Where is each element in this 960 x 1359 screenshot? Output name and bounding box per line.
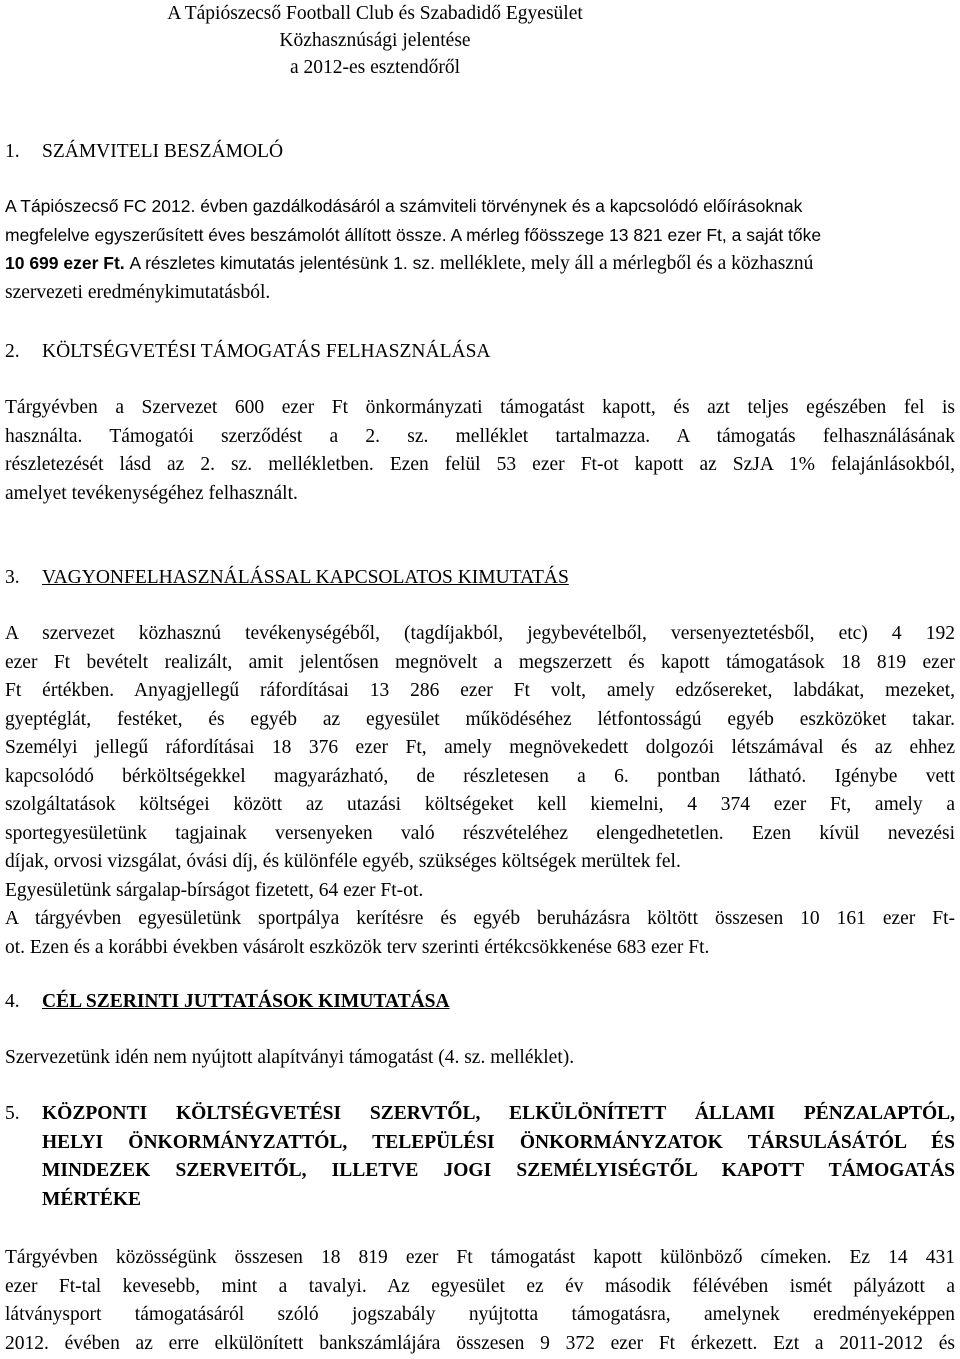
s3-line-11: A tárgyévben egyesületünk sportpálya kerítésre és egyéb beruházásra költött összesen 10 161 ezer Ft- bbox=[5, 908, 955, 929]
s3-line-1: A szervezet közhasznú tevékenységéből, (tagdíjakból, jegybevételből, versenyeztetésből, etc) 4 192 bbox=[5, 623, 955, 644]
s5-heading-line-3: MINDEZEK SZERVEITŐL, ILLETVE JOGI SZEMÉLYISÉGTŐL KAPOTT TÁMOGATÁS bbox=[42, 1160, 955, 1181]
s3-line-10: Egyesületünk sárgalap-bírságot fizetett, 64 ezer Ft-ot. bbox=[5, 879, 424, 901]
section-3-heading bbox=[5, 564, 955, 593]
s1-report-ref: A részletes kimutatás jelentésünk 1. sz. bbox=[129, 253, 435, 273]
document-title bbox=[0, 0, 750, 81]
s3-line-2: ezer Ft bevételt realizált, amit jelentősen megnövelt a megszerzett és kapott támogatások 18 819 ezer bbox=[5, 651, 955, 673]
s3-line-4: gyeptéglát, festéket, és egyéb az egyesület működéséhez létfontosságú egyéb eszközöket takar. bbox=[5, 708, 955, 730]
s1-equity-value: 10 699 ezer Ft. bbox=[5, 253, 125, 273]
s3-line-7: szolgáltatások költségei között az utazási költségeket kell kiemelni, 4 374 ezer Ft, amely a bbox=[5, 794, 955, 815]
section-5-heading bbox=[5, 1100, 955, 1214]
s2-line-2: használta. Támogatói szerződést a 2. sz. melléklet tartalmazza. A támogatás felhasználásának bbox=[5, 425, 955, 447]
s1-line-2: megfelelve egyszerűsített éves beszámolót állított össze. A mérleg főösszege 13 821 ezer Ft, a saját tőke bbox=[5, 224, 822, 245]
s2-line-3: részletezését lásd az 2. sz. mellékletben. Ezen felül 53 ezer Ft-ot kapott az SzJA 1% felajánlásokból, bbox=[5, 454, 955, 475]
section-5-number: 5. bbox=[5, 1103, 20, 1124]
s3-line-8: sportegyesületünk tagjainak versenyeken való részvételéhez elengedhetetlen. Ezen kívül nevezési bbox=[5, 822, 955, 844]
section-1-title: SZÁMVITELI BESZÁMOLÓ bbox=[42, 141, 284, 162]
section-4-number: 4. bbox=[5, 991, 20, 1012]
title-line-2: Közhasznúsági jelentése bbox=[279, 30, 471, 51]
s5-heading-line-4: MÉRTÉKE bbox=[42, 1188, 141, 1210]
section-4-title: CÉL SZERINTI JUTTATÁSOK KIMUTATÁSA bbox=[42, 991, 450, 1012]
section-1-heading bbox=[5, 138, 955, 167]
section-5-title bbox=[5, 1100, 955, 1214]
section-2-number: 2. bbox=[5, 341, 20, 362]
s3-line-6: kapcsolódó bérköltségekkel magyarázható, de részletesen a 6. pontban látható. Igénybe vett bbox=[5, 765, 955, 787]
section-3-paragraph bbox=[5, 620, 955, 962]
title-line-1: A Tápiószecső Football Club és Szabadidő Egyesület bbox=[167, 3, 583, 24]
section-2-paragraph bbox=[5, 394, 955, 508]
s4-line-1: Szervezetünk idén nem nyújtott alapítványi támogatást (4. sz. melléklet). bbox=[5, 1047, 575, 1068]
s2-line-1: Tárgyévben a Szervezet 600 ezer Ft önkormányzati támogatást kapott, és azt teljes egészében fel is bbox=[5, 397, 955, 418]
section-1-number: 1. bbox=[5, 141, 20, 162]
s1-annex-desc: melléklete, mely áll a mérlegből és a közhasznú bbox=[439, 253, 814, 274]
s3-line-5: Személyi jellegű ráfordításai 18 376 ezer Ft, amely megnövekedett dolgozói létszámával és az ehhez bbox=[5, 737, 955, 758]
s5-line-2: ezer Ft-tal kevesebb, mint a tavalyi. Az egyesület ez év második félévében ismét pályázott a bbox=[5, 1275, 955, 1297]
s1-line-1: A Tápiószecső FC 2012. évben gazdálkodásáról a számviteli törvénynek és a kapcsolódó előírásoknak bbox=[5, 196, 803, 216]
s5-line-3: látványsport támogatásáról szóló jogszabály nyújtotta támogatásra, amelynek eredményeképpen bbox=[5, 1304, 955, 1325]
section-5-paragraph bbox=[5, 1244, 955, 1358]
s2-line-4: amelyet tevékenységéhez felhasznált. bbox=[5, 482, 298, 504]
s1-line-3 bbox=[5, 249, 955, 279]
s3-line-3: Ft értékben. Anyagjellegű ráfordításai 13 286 ezer Ft volt, amely edzősereket, labdákat, mezeket, bbox=[5, 680, 955, 701]
s1-line-4: szervezeti eredménykimutatásból. bbox=[5, 281, 271, 303]
section-4-heading bbox=[5, 988, 955, 1017]
title-line-3: a 2012-es esztendőről bbox=[289, 57, 461, 78]
s5-heading-line-1: KÖZPONTI KÖLTSÉGVETÉSI SZERVTŐL, ELKÜLÖNÍTETT ÁLLAMI PÉNZALAPTÓL, bbox=[42, 1103, 955, 1124]
s3-line-9: díjak, orvosi vizsgálat, óvási díj, és különféle egyéb, szükséges költségek merültek fel. bbox=[5, 851, 681, 872]
section-2-heading bbox=[5, 338, 955, 367]
section-4-paragraph bbox=[5, 1044, 955, 1073]
s5-line-1: Tárgyévben közösségünk összesen 18 819 ezer Ft támogatást kapott különböző címeken. Ez 14 431 bbox=[5, 1247, 955, 1268]
s5-heading-line-2: HELYI ÖNKORMÁNYZATTÓL, TELEPÜLÉSI ÖNKORMÁNYZATOK TÁRSULÁSÁTÓL ÉS bbox=[42, 1131, 955, 1153]
section-3-number: 3. bbox=[5, 567, 20, 588]
s5-line-4: 2012. évében az erre elkülönített bankszámlájára összesen 9 372 ezer Ft érkezett. Ezt a 2011-2012 és bbox=[5, 1332, 955, 1354]
section-2-title: KÖLTSÉGVETÉSI TÁMOGATÁS FELHASZNÁLÁSA bbox=[42, 341, 491, 362]
s3-line-12: ot. Ezen és a korábbi években vásárolt eszközök terv szerinti értékcsökkenése 683 ezer Ft. bbox=[5, 936, 710, 958]
section-1-paragraph bbox=[5, 192, 955, 307]
section-3-title: VAGYONFELHASZNÁLÁSSAL KAPCSOLATOS KIMUTATÁS bbox=[42, 567, 569, 588]
